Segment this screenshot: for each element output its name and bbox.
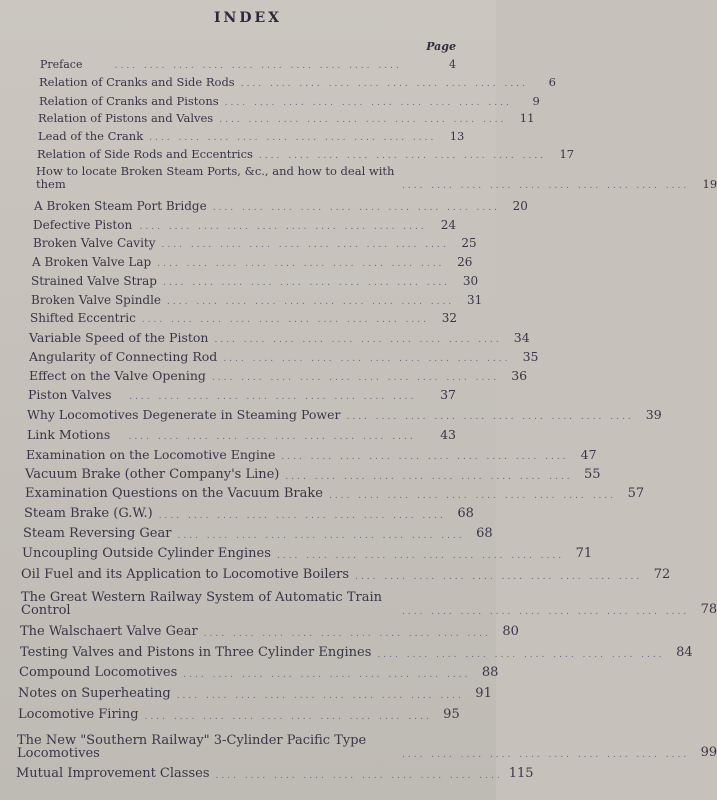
index-entry [30,310,456,325]
entry-title: Angularity of Connecting Rod [29,349,218,364]
entry-page-number: 88 [481,665,499,680]
leader-dots: .... .... .... .... .... .... .... .... .... .... [223,354,511,364]
index-entry [28,387,456,402]
entry-title: Variable Speed of the Piston [29,330,209,345]
entry-page-number: 35 [522,349,539,364]
index-entry [38,129,465,143]
entry-title: The New "Southern Railway" 3-Cylinder Pacific Type Locomotives [17,733,367,761]
entry-page-number: 17 [559,147,575,161]
leader-dots: .... .... .... .... .... .... .... .... .... .... [281,452,569,462]
entry-title: Piston Valves [28,387,112,402]
entry-title: Defective Piston [33,218,133,232]
entry-title: Relation of Pistons and Valves [38,111,214,125]
index-entry [18,685,492,701]
leader-dots: .... .... .... .... .... .... .... .... .... .... [212,203,500,213]
leader-dots: .... .... .... .... .... .... .... .... .... .... [157,259,445,269]
index-entry [20,644,693,660]
entry-page-number: 99 [700,745,717,760]
entry-title: Oil Fuel and its Application to Locomotive Boilers [21,567,350,582]
index-entry [21,566,671,582]
leader-dots: .... .... .... .... .... .... .... .... .... .... [240,79,528,89]
index-entry [32,254,473,269]
leader-dots: .... .... .... .... .... .... .... .... .... .... [215,771,503,781]
leader-dots: .... .... .... .... .... .... .... .... .... .... [177,531,465,541]
entry-title: Shifted Eccentric [30,311,136,325]
entry-title: The Great Western Railway System of Automatic Train Control [21,590,382,618]
leader-dots: .... .... .... .... .... .... .... .... .... .... [161,240,449,250]
leader-dots: .... .... .... .... .... .... .... .... .... .... [203,629,491,639]
leader-dots: .... .... .... .... .... .... .... .... .... .... [346,412,634,422]
entry-page-number: 11 [519,111,535,125]
index-entry [18,706,460,722]
leader-dots: .... .... .... .... .... .... .... .... .... .... [328,491,617,501]
leader-dots: .... .... .... .... .... .... .... .... .... .... [183,670,471,680]
entry-page-number: 19 [702,177,717,191]
index-entry [24,505,474,521]
entry-title: Testing Valves and Pistons in Three Cylinder Engines [20,645,372,660]
leader-dots: .... .... .... .... .... .... .... .... .... .... [149,133,437,143]
leader-dots: .... .... .... .... .... .... .... .... .... .... [355,572,643,582]
entry-title: Effect on the Valve Opening [29,368,206,383]
leader-dots: .... .... .... .... .... .... .... .... .... .... [162,278,451,288]
leader-dots: .... .... .... .... .... .... .... .... .... .... [285,472,573,482]
entry-page-number: 115 [508,766,534,781]
entry-page-number: 30 [462,274,479,288]
index-entry [33,217,456,232]
entry-title: The Walschaert Valve Gear [20,624,198,639]
entry-title: Why Locomotives Degenerate in Steaming Power [27,407,341,422]
entry-page-number: 31 [466,293,483,307]
index-entry [40,57,456,71]
leader-dots: .... .... .... .... .... .... .... .... .... .... [377,650,665,660]
entry-page-number: 6 [548,75,556,89]
entry-title: A Broken Valve Lap [32,255,152,269]
index-entry [25,485,645,501]
entry-page-number: 26 [457,255,473,269]
index-entry [17,726,717,761]
index-entry [31,292,483,307]
entry-title: Strained Valve Strap [31,274,157,288]
entry-title: Vacuum Brake (other Company's Line) [25,467,280,482]
index-entry [36,163,717,191]
entry-page-number: 47 [580,447,597,462]
entry-page-number: 91 [475,686,492,701]
index-entry [38,111,535,125]
leader-dots: .... .... .... .... .... .... .... .... .... .... [219,115,507,125]
leader-dots: .... .... .... .... .... .... .... .... .... .... [402,750,690,760]
index-entry [39,75,556,89]
entry-title: Steam Reversing Gear [23,526,172,541]
index-entry [29,368,528,383]
entry-title: Mutual Improvement Classes [16,766,210,781]
index-entry [26,446,597,462]
leader-dots: .... .... .... .... .... .... .... .... .... .... [114,61,402,71]
entry-page-number: 68 [476,526,493,541]
page-column-heading: Page [426,40,456,53]
leader-dots: .... .... .... .... .... .... .... .... .... .... [144,712,432,722]
entry-page-number: 43 [440,427,456,442]
entry-title: Relation of Cranks and Side Rods [39,75,235,89]
entry-page-number: 36 [511,368,528,383]
leader-dots: .... .... .... .... .... .... .... .... .... .... [141,315,429,325]
entry-title: Lead of the Crank [38,129,144,143]
entry-page-number: 9 [532,94,540,108]
entry-page-number: 20 [512,199,528,213]
leader-dots: .... .... .... .... .... .... .... .... .... .... [128,432,416,442]
entry-title: Broken Valve Cavity [33,236,156,250]
entry-page-number: 84 [676,645,693,660]
index-entry [29,349,539,364]
entry-title: Examination on the Locomotive Engine [26,447,276,462]
index-entry [39,94,540,108]
entry-page-number: 80 [502,624,519,639]
index-entry [25,466,601,482]
entry-title: Relation of Cranks and Pistons [39,94,219,108]
entry-title: Compound Locomotives [19,665,178,680]
entry-page-number: 57 [627,486,645,501]
entry-page-number: 72 [653,567,671,582]
entry-title: Relation of Side Rods and Eccentrics [37,147,253,161]
entry-page-number: 24 [440,218,456,232]
entry-title: Preface [40,58,83,71]
index-entry [16,765,534,781]
entry-page-number: 68 [457,506,474,521]
index-entry [20,623,519,639]
entry-page-number: 25 [461,236,477,250]
leader-dots: .... .... .... .... .... .... .... .... .... .... [129,392,417,402]
leader-dots: .... .... .... .... .... .... .... .... .... .... [402,181,690,191]
leader-dots: .... .... .... .... .... .... .... .... .... .... [158,511,446,521]
entry-page-number: 39 [645,407,662,422]
index-entry [22,545,593,561]
entry-page-number: 55 [584,467,601,482]
index-entry [33,235,477,250]
index-entry [37,147,575,161]
index-entry [27,426,456,442]
entry-title: Link Motions [27,427,111,442]
entry-title: Examination Questions on the Vacuum Brake [25,486,323,501]
entry-page-number: 13 [449,129,465,143]
leader-dots: .... .... .... .... .... .... .... .... .... .... [258,151,547,161]
leader-dots: .... .... .... .... .... .... .... .... .... .... [224,98,512,108]
entry-page-number: 32 [441,311,457,325]
index-entry [31,273,479,288]
leader-dots: .... .... .... .... .... .... .... .... .... .... [214,335,502,345]
entry-title: Steam Brake (G.W.) [24,506,153,521]
index-entry [29,330,530,345]
leader-dots: .... .... .... .... .... .... .... .... .... .... [211,373,500,383]
entry-page-number: 95 [443,707,460,722]
entry-title: Uncoupling Outside Cylinder Engines [22,546,271,561]
index-entry [23,525,493,541]
index-entry [19,664,499,680]
entry-title: A Broken Steam Port Bridge [34,199,207,213]
entry-page-number: 71 [575,546,593,561]
index-entry [21,585,717,618]
index-title: INDEX [213,10,283,26]
entry-title: Broken Valve Spindle [31,293,162,307]
leader-dots: .... .... .... .... .... .... .... .... .... .... [176,691,464,701]
leader-dots: .... .... .... .... .... .... .... .... .... .... [276,551,565,561]
leader-dots: .... .... .... .... .... .... .... .... .... .... [402,607,690,617]
entry-title: Notes on Superheating [18,686,171,701]
leader-dots: .... .... .... .... .... .... .... .... .... .... [167,297,455,307]
entry-page-number: 4 [449,58,456,71]
index-entry [27,406,662,422]
entry-page-number: 37 [440,387,456,402]
entry-page-number: 34 [513,330,530,345]
entry-title: How to locate Broken Steam Ports, &c., and how to deal with them [36,164,395,191]
entry-title: Locomotive Firing [18,707,139,722]
index-entry [34,198,528,213]
leader-dots: .... .... .... .... .... .... .... .... .... .... [139,222,427,232]
entry-page-number: 78 [700,602,717,617]
